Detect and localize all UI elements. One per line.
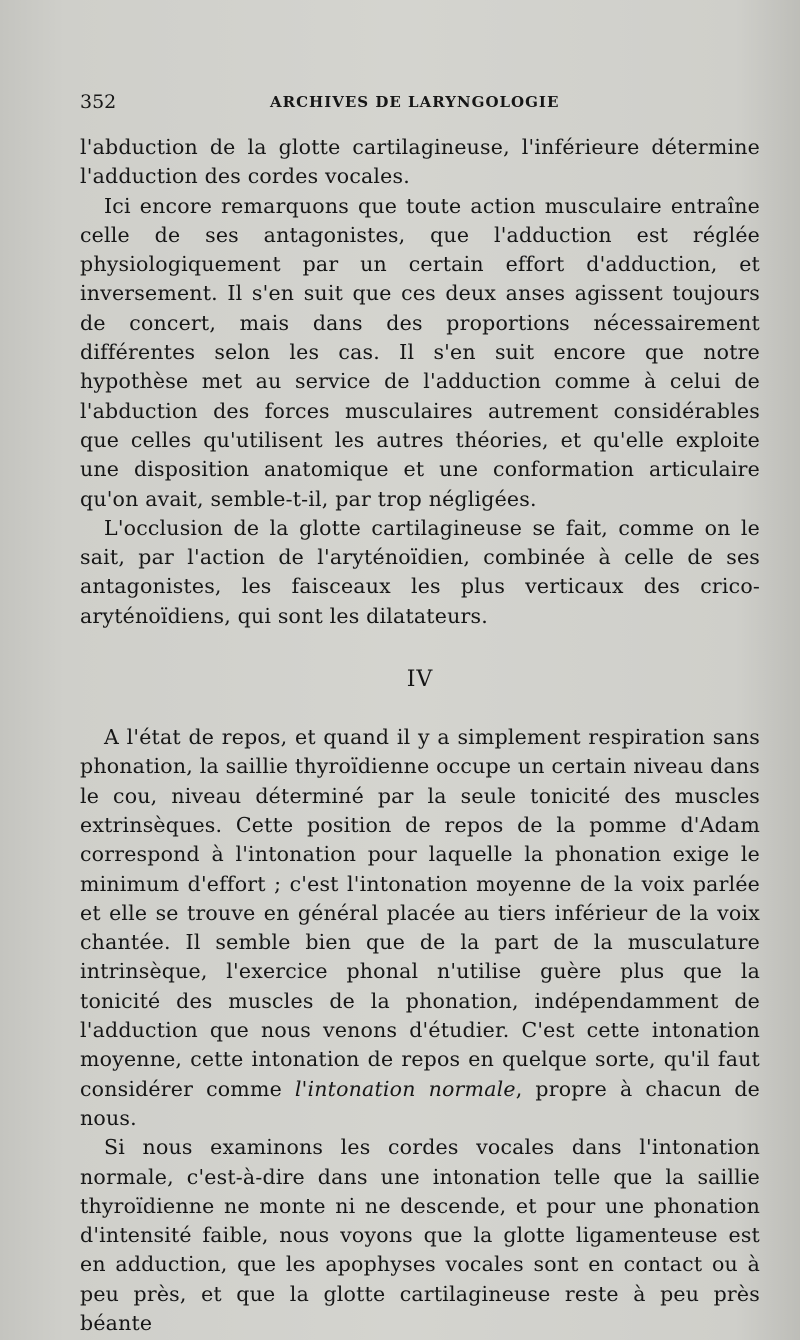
italic-term: l'intonation normale [294, 1076, 516, 1101]
paragraph-rest-position [80, 723, 760, 1133]
paragraph-antagonists: Ici encore remarquons que toute action musculaire entraîne celle de ses antagonistes, que l'adduction est réglée physiologiquement par un certain effort d'adduction, et inversement. Il s'en suit que ces deux anses agissent toujours de concert, mais dans des proportions nécessairement différentes selon les cas. Il s'en suit encore que notre hypothèse met au service de l'adduction comme à celui de l'abduction des forces musculaires autrement considérables que celles qu'utilisent les autres théories, et qu'elle exploite une disposition anatomique et une conformation articulaire qu'on avait, semble-t-il, par trop négligées. [80, 193, 760, 511]
page-number: 352 [80, 91, 117, 113]
body-text [80, 133, 760, 1338]
page-header [80, 90, 780, 114]
rest-position-ending: , propre à chacun de nous. [80, 1076, 761, 1130]
paragraph-continuation: l'abduction de la glotte cartilagineuse, l'inférieure détermine l'adduction des cordes vocales. [80, 135, 760, 189]
running-head: ARCHIVES DE LARYNGOLOGIE [270, 93, 560, 111]
section-heading: IV [406, 667, 434, 693]
paragraph-normal-intonation: Si nous examinons les cordes vocales dans l'intonation normale, c'est-à-dire dans une intonation telle que la saillie thyroïdienne ne monte ni ne descende, et pour une phonation d'intensité faible, nous voyons que la glotte ligamenteuse est en adduction, que les apophyses vocales sont en contact ou à peu près, et que la glotte cartilagineuse reste à peu près béante [80, 1135, 760, 1335]
paragraph-occlusion: L'occlusion de la glotte cartilagineuse se fait, comme on le sait, par l'action de l'aryténoïdien, combinée à celle de ses antagonistes, les faisceaux les plus verticaux des crico-aryténoïdiens, qui sont les dilatateurs. [80, 515, 760, 628]
rest-position-text: A l'état de repos, et quand il y a simplement respiration sans phonation, la saillie thyroïdienne occupe un certain niveau dans le cou, niveau déterminé par la seule tonicité des muscles extrinsèques. Cette position de repos de la pomme d'Adam correspond à l'intonation pour laquelle la phonation exige le minimum d'effort ; c'est l'intonation moyenne de la voix parlée et elle se trouve en général placée au tiers inférieur de la voix chantée. Il semble bien que de la part de la musculature intrinsèque, l'exercice phonal n'utilise guère plus que la tonicité des muscles de la phonation, indépendamment de l'adduction que nous venons d'étudier. C'est cette intonation moyenne, cette intonation de repos en quelque sorte, qu'il faut considérer comme [80, 725, 760, 1101]
